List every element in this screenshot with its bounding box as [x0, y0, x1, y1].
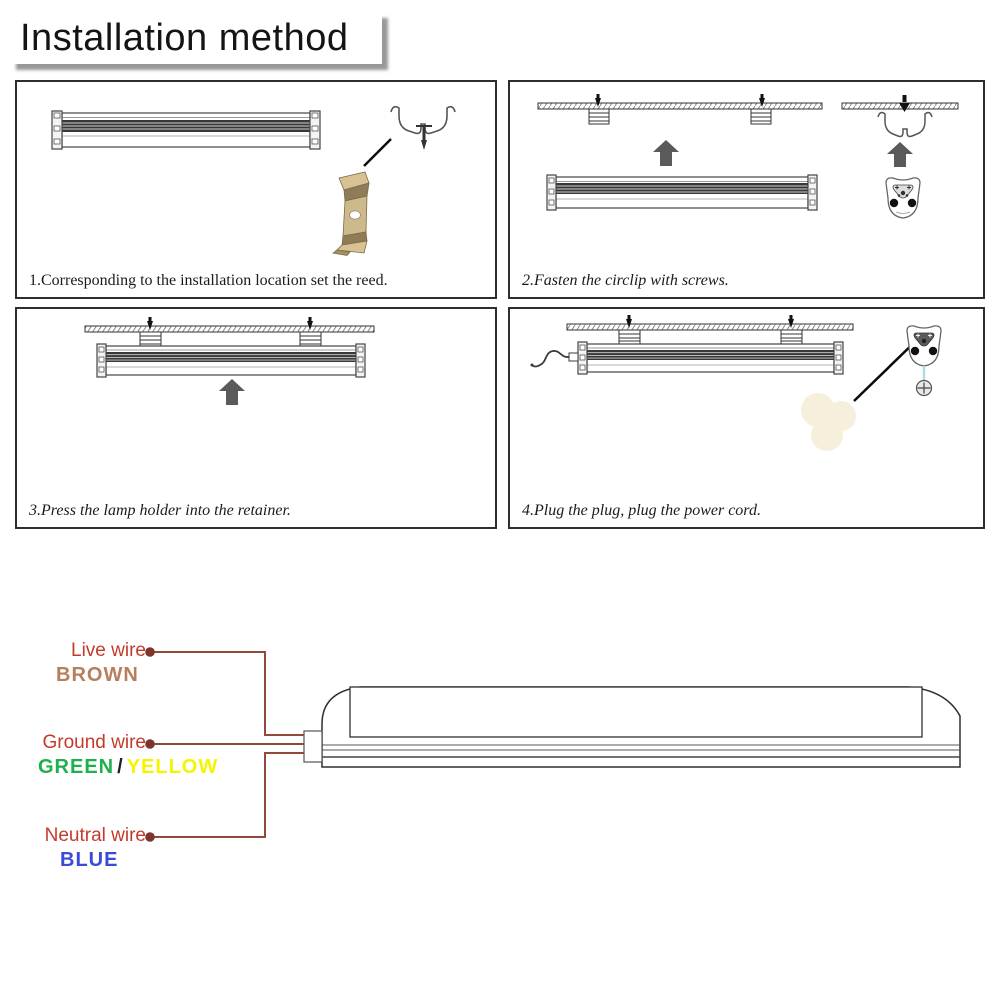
tube-light-drawing	[52, 111, 320, 149]
panel-step-1	[15, 80, 497, 299]
live-wire-color-label: BROWN	[56, 664, 139, 686]
live-wire-line	[152, 652, 304, 735]
panel-step-3	[15, 307, 497, 529]
step4-drawing	[510, 309, 979, 492]
ceiling-drawing	[538, 94, 822, 109]
step4-caption: 4.Plug the plug, plug the power cord.	[522, 502, 761, 519]
ground-color-yellow: YELLOW	[126, 756, 219, 778]
retainer-clip	[589, 109, 771, 124]
step2-caption: 2.Fasten the circlip with screws.	[522, 272, 729, 289]
retainer-clip	[619, 330, 802, 344]
ceiling-drawing	[567, 315, 853, 330]
tube-light-drawing	[97, 344, 365, 377]
ceiling-drawing	[85, 317, 374, 332]
panel-step-4	[508, 307, 985, 529]
ground-color-green: GREEN	[38, 756, 115, 778]
ground-wire-label: Ground wire	[42, 732, 146, 753]
pointer-line	[364, 139, 391, 166]
step3-caption: 3.Press the lamp holder into the retainer.	[29, 502, 291, 519]
step2-drawing	[510, 82, 979, 262]
neutral-wire-color-label: BLUE	[60, 849, 119, 871]
step1-caption: 1.Corresponding to the installation location set the reed.	[29, 272, 388, 289]
tube-light-drawing	[547, 175, 817, 210]
ground-color-separator: /	[117, 756, 124, 778]
page-title: Installation method	[20, 16, 349, 59]
power-cord-drawing	[531, 351, 579, 367]
title-box	[10, 12, 382, 64]
wire-connector-block	[304, 731, 322, 762]
panel-step-2	[508, 80, 985, 299]
watermark-blob	[801, 393, 856, 451]
retainer-clip	[140, 332, 321, 347]
end-cap-icon	[886, 178, 920, 218]
wire-terminal-dots	[145, 647, 155, 842]
reed-clip-photo	[333, 172, 369, 256]
step1-drawing	[17, 82, 491, 262]
mounting-clip-profile-icon	[391, 107, 455, 150]
end-cap-plug-icon	[907, 326, 941, 396]
tube-light-drawing	[578, 342, 843, 374]
up-arrow-icon	[219, 379, 245, 405]
up-arrow-icon	[653, 140, 679, 166]
up-arrow-icon	[887, 142, 913, 167]
neutral-wire-label: Neutral wire	[44, 825, 146, 846]
live-wire-label: Live wire	[71, 640, 146, 661]
wire-lines	[152, 652, 304, 837]
step3-drawing	[17, 309, 491, 492]
clip-closeup-drawing	[842, 95, 958, 218]
ground-wire-color-label	[38, 756, 218, 779]
lamp-fixture-drawing	[304, 687, 960, 767]
